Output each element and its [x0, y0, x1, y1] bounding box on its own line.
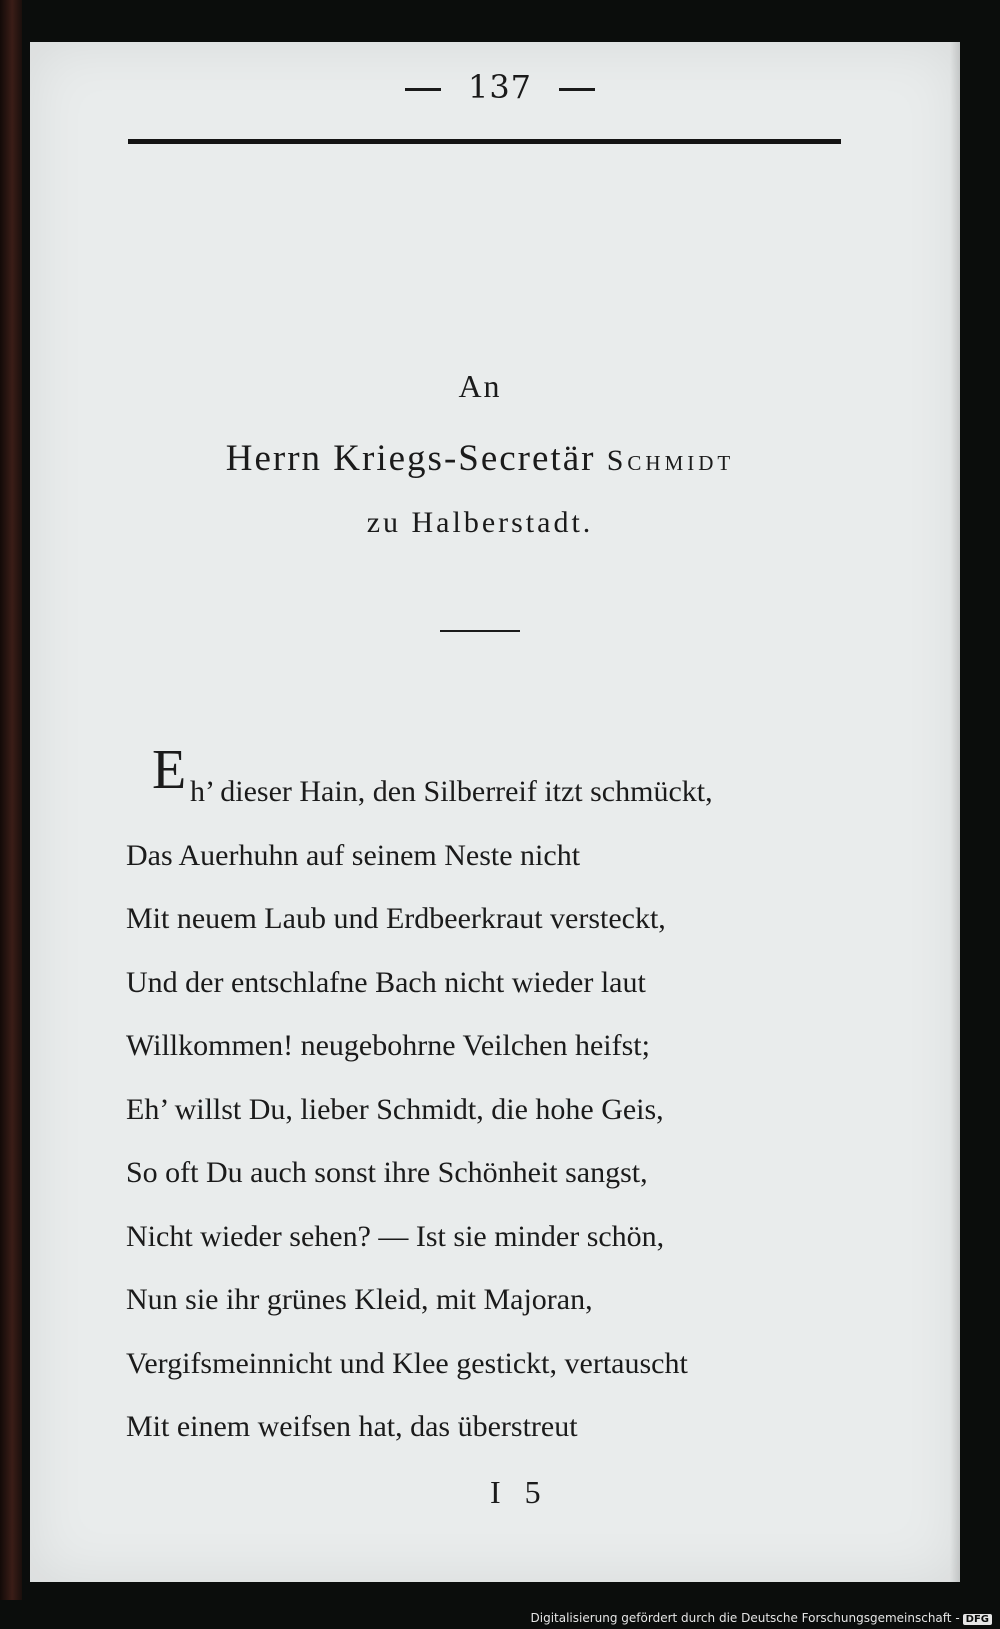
poem-line: Und der entschlafne Bach nicht wieder laut — [126, 965, 646, 999]
poem-body — [126, 739, 846, 1459]
header-rule — [128, 139, 841, 144]
title-line-1: An — [458, 368, 502, 404]
poem-line: Mit neuem Laub und Erdbeerkraut versteckt, — [126, 902, 666, 935]
header-dash-right — [559, 88, 595, 91]
title-line-2-main: Herrn Kriegs-Secretär — [225, 438, 607, 479]
header-dash-left — [405, 88, 441, 91]
poem-line-first — [126, 739, 846, 824]
page-number: 137 — [467, 68, 533, 106]
footer-text: Digitalisierung gefördert durch die Deutsche Forschungsgemeinschaft - — [530, 1611, 960, 1625]
signature-mark: I 5 — [490, 1474, 549, 1510]
poem-line: Das Auerhuhn auf seinem Neste nicht — [126, 838, 581, 872]
page-edge-shadow — [950, 42, 960, 1582]
title-divider — [440, 630, 520, 632]
poem-line: Mit einem weifsen hat, das überstreut — [126, 1410, 578, 1443]
title-line-2 — [0, 437, 960, 480]
poem-line: Vergifsmeinnicht und Klee gestickt, vertauscht — [126, 1346, 688, 1380]
poem-line: So oft Du auch sonst ihre Schönheit sangst, — [126, 1156, 648, 1189]
page-header — [0, 68, 1000, 106]
title-line-2-name: Schmidt — [606, 444, 735, 477]
poem-line: Willkommen! neugebohrne Veilchen heifst; — [126, 1029, 650, 1062]
poem-line: Eh’ willst Du, lieber Schmidt, die hohe Geis, — [126, 1092, 664, 1126]
dfg-logo: DFG — [963, 1614, 992, 1625]
book-spine — [0, 0, 22, 1600]
title-line-3: zu Halberstadt. — [366, 506, 594, 539]
poem-line-first-text: h’ dieser Hain, den Silberreif itzt schmückt, — [190, 775, 713, 808]
poem-line: Nicht wieder sehen? — Ist sie minder schön, — [126, 1219, 665, 1253]
drop-initial: E — [152, 739, 187, 801]
digitization-footer — [531, 1611, 993, 1625]
poem-line: Nun sie ihr grünes Kleid, mit Majoran, — [126, 1283, 593, 1316]
